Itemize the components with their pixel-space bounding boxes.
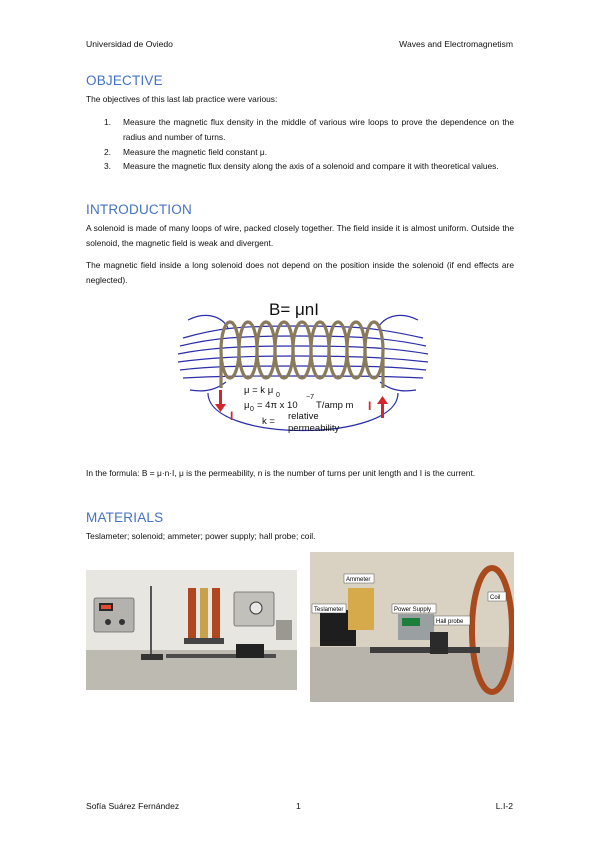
- list-item: 3. Measure the magnetic flux density along the axis of a solenoid and compare it with theoretical values.: [104, 161, 499, 172]
- current-label-left: I: [230, 409, 234, 423]
- mu0-subscript: 0: [250, 406, 254, 413]
- introduction-paragraph-3: In the formula: B = μ·n·I, μ is the permeability, n is the number of turns per unit length and I is the current.: [86, 468, 476, 478]
- k-label: k =: [262, 416, 275, 427]
- materials-heading: MATERIALS: [86, 510, 164, 525]
- list-item: 2. Measure the magnetic field constant μ.: [104, 146, 268, 157]
- introduction-heading: INTRODUCTION: [86, 202, 192, 217]
- lab-photo-illustration-labeled: [310, 552, 514, 702]
- mu-definition-subscript: 0: [276, 392, 280, 399]
- lab-setup-photo-right: [310, 552, 514, 702]
- footer-author: Sofía Suárez Fernández: [86, 801, 180, 811]
- objective-heading: OBJECTIVE: [86, 73, 163, 88]
- mu0-symbol: μ: [244, 400, 250, 411]
- mu0-exponent: −7: [306, 394, 314, 401]
- lab-setup-photo-left: [86, 570, 297, 690]
- label-teslameter: Teslameter: [314, 607, 344, 613]
- label-power-supply: Power Supply: [394, 607, 432, 613]
- list-item: 1. Measure the magnetic flux density in the middle of various wire loops to prove the dependence on the radius and number of turns.: [104, 117, 514, 142]
- formula-title: B= μnI: [269, 300, 319, 319]
- objective-intro: The objectives of this last lab practice were various:: [86, 94, 278, 104]
- mu0-value: = 4π x 10: [257, 400, 298, 411]
- materials-list: Teslameter; solenoid; ammeter; power supply; hall probe; coil.: [86, 531, 316, 541]
- mu0-unit: T/amp m: [316, 400, 354, 411]
- coil-windings: [221, 322, 383, 388]
- header-course: Waves and Electromagnetism: [399, 39, 513, 49]
- footer-page-number: 1: [296, 801, 301, 811]
- solenoid-figure: [178, 298, 428, 450]
- introduction-paragraph-2: The magnetic field inside a long solenoid does not depend on the position inside the solenoid (if end effects are neglected).: [86, 260, 514, 285]
- lab-photo-illustration: [86, 570, 297, 690]
- introduction-paragraph-1: A solenoid is made of many loops of wire, packed closely together. The field inside it is almost uniform. Outside the solenoid, the magnetic field is weak and divergent.: [86, 223, 514, 248]
- mu-definition: μ = k μ: [244, 385, 274, 396]
- k-permeability: permeability: [288, 423, 340, 434]
- k-relative: relative: [288, 411, 319, 422]
- label-hall-probe: Hall probe: [436, 619, 464, 625]
- label-coil: Coil: [490, 595, 501, 601]
- current-label-right: I: [368, 399, 372, 413]
- label-ammeter: Ammeter: [346, 577, 371, 583]
- objective-list: [86, 115, 514, 174]
- header-institution: Universidad de Oviedo: [86, 39, 173, 49]
- solenoid-diagram: [178, 298, 428, 450]
- footer-code: L.I-2: [495, 801, 513, 811]
